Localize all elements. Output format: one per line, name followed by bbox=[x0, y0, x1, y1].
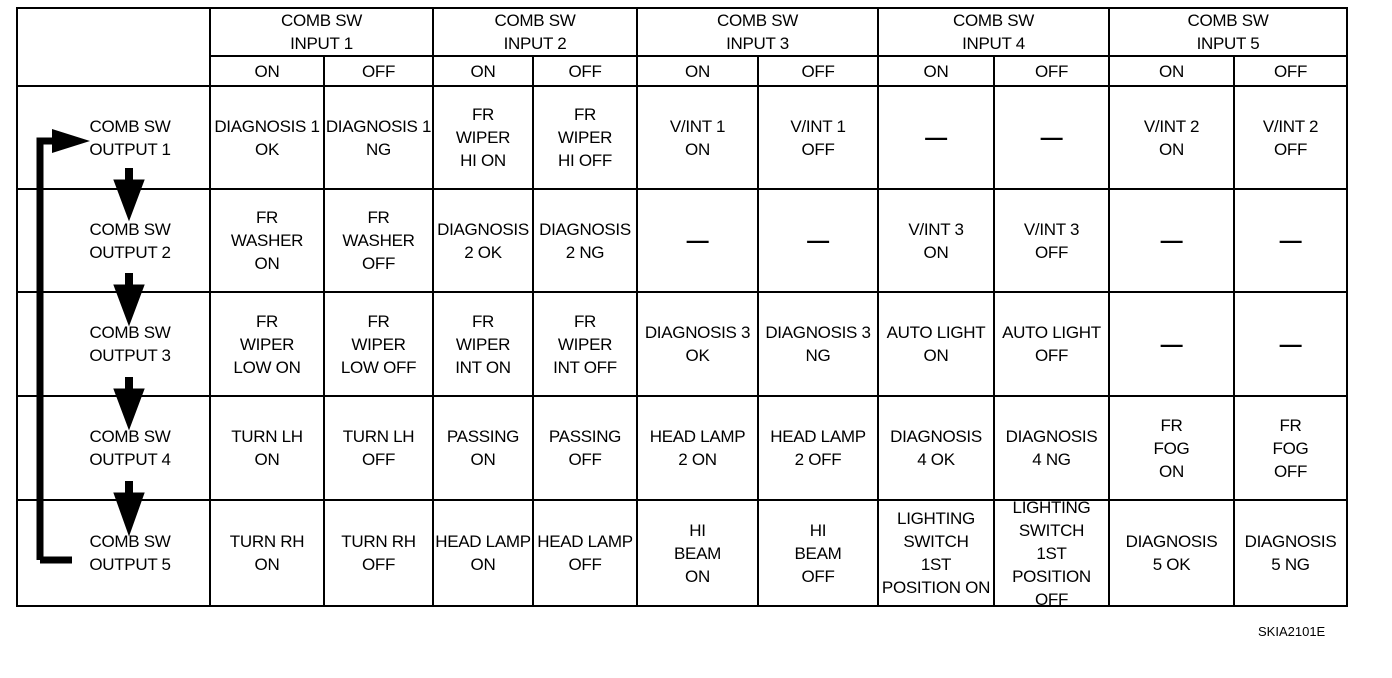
state-header: OFF bbox=[801, 61, 835, 81]
state-header: OFF bbox=[1034, 61, 1069, 81]
table-cell: DIAGNOSIS 2 NG bbox=[539, 219, 631, 262]
table-cell: — bbox=[807, 228, 829, 253]
table-cell: FR WIPER LOW ON bbox=[233, 311, 301, 377]
table-cell: FR WIPER HI OFF bbox=[557, 105, 613, 170]
table-cell: HI BEAM OFF bbox=[794, 520, 842, 586]
output-label-5: COMB SW OUTPUT 5 bbox=[89, 532, 171, 574]
table-cell: V/INT 3 ON bbox=[908, 219, 964, 262]
table-cell: DIAGNOSIS 3 OK bbox=[644, 323, 751, 365]
table-cell: FR WIPER LOW OFF bbox=[340, 311, 417, 377]
table-cell: — bbox=[1160, 228, 1183, 253]
table-cell: FR WIPER HI ON bbox=[455, 105, 511, 170]
input-header-1: COMB SW INPUT 1 bbox=[280, 11, 362, 53]
table-cell: HEAD LAMP ON bbox=[435, 532, 531, 574]
input-header-2: COMB SW INPUT 2 bbox=[494, 11, 576, 53]
table-cell: — bbox=[686, 228, 709, 253]
table-cell: — bbox=[1279, 228, 1302, 253]
state-header: ON bbox=[923, 61, 949, 81]
table-cell: FR FOG ON bbox=[1153, 415, 1190, 481]
table-cell: DIAGNOSIS 4 OK bbox=[890, 427, 982, 469]
state-header: ON bbox=[254, 61, 280, 81]
table-cell: DIAGNOSIS 5 OK bbox=[1125, 532, 1218, 574]
table-cell: — bbox=[1160, 331, 1183, 357]
table-cell: FR WASHER OFF bbox=[342, 208, 415, 273]
table-cell: TURN LH OFF bbox=[342, 427, 415, 469]
figure-id: SKIA2101E bbox=[1258, 624, 1326, 639]
output-label-2: COMB SW OUTPUT 2 bbox=[89, 219, 171, 262]
input-header-3: COMB SW INPUT 3 bbox=[716, 11, 798, 53]
table-cell: — bbox=[1279, 331, 1302, 357]
table-cell: AUTO LIGHT OFF bbox=[1002, 323, 1101, 365]
input-header-4: COMB SW INPUT 4 bbox=[952, 11, 1034, 53]
state-header: ON bbox=[1159, 61, 1184, 81]
input-header-5: COMB SW INPUT 5 bbox=[1187, 11, 1269, 53]
state-header: OFF bbox=[1273, 61, 1308, 81]
state-header: OFF bbox=[568, 61, 602, 81]
table-cell: — bbox=[925, 125, 947, 150]
table-cell: HEAD LAMP 2 OFF bbox=[770, 427, 866, 469]
output-label-1: COMB SW OUTPUT 1 bbox=[89, 116, 171, 159]
table-cell: DIAGNOSIS 1 OK bbox=[214, 116, 320, 159]
table-cell: — bbox=[1040, 125, 1063, 150]
table-cell: HEAD LAMP 2 ON bbox=[649, 427, 746, 469]
table-cell: DIAGNOSIS 3 NG bbox=[765, 323, 871, 365]
table-cell: V/INT 1 OFF bbox=[790, 116, 846, 159]
table-cell: AUTO LIGHT ON bbox=[886, 323, 986, 365]
output-label-4: COMB SW OUTPUT 4 bbox=[89, 427, 171, 469]
table-cell: HEAD LAMP OFF bbox=[537, 532, 633, 574]
table-cell: FR FOG OFF bbox=[1272, 415, 1309, 481]
table-cell: LIGHTING SWITCH 1ST POSITION OFF bbox=[1012, 497, 1091, 609]
output-label-3: COMB SW OUTPUT 3 bbox=[89, 323, 171, 365]
table-cell: TURN RH ON bbox=[229, 532, 305, 574]
state-header: ON bbox=[470, 61, 496, 81]
state-header: ON bbox=[685, 61, 710, 81]
table-cell: FR WIPER INT OFF bbox=[553, 311, 617, 377]
table-cell: DIAGNOSIS 2 OK bbox=[437, 219, 529, 262]
table-cell: V/INT 1 ON bbox=[669, 116, 726, 159]
table-cell: V/INT 2 OFF bbox=[1262, 116, 1319, 159]
table-cell: PASSING OFF bbox=[548, 427, 622, 469]
table-cell: V/INT 2 ON bbox=[1143, 116, 1200, 159]
table-cell: HI BEAM ON bbox=[674, 520, 721, 586]
table-cell: TURN LH ON bbox=[231, 427, 303, 469]
table-cell: DIAGNOSIS 5 NG bbox=[1244, 532, 1337, 574]
table-cell: DIAGNOSIS 1 NG bbox=[325, 116, 432, 159]
table-cell: TURN RH OFF bbox=[341, 532, 416, 574]
table-cell: FR WIPER INT ON bbox=[455, 311, 511, 377]
table-cell: DIAGNOSIS 4 NG bbox=[1005, 427, 1098, 469]
table-cell: V/INT 3 OFF bbox=[1023, 219, 1080, 262]
table-cell: PASSING ON bbox=[446, 427, 520, 469]
table-cell: LIGHTING SWITCH 1ST POSITION ON bbox=[881, 509, 991, 597]
state-header: OFF bbox=[361, 61, 396, 81]
table-cell: FR WASHER ON bbox=[230, 208, 304, 273]
